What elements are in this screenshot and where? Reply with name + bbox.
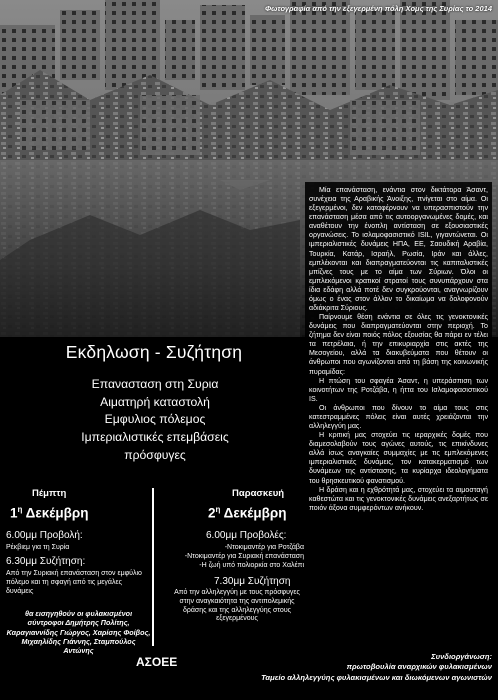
left-item-2: Από την Συριακή επανάσταση στον εμφύλιο πόλεμο και τη σφαγή από τις μεγάλες δυνάμεις [6, 570, 142, 595]
left-item-1: Ρέκβιεμ για τη Συρία [6, 544, 70, 551]
topic-item: Εμφυλιος πόλεμος [104, 412, 206, 427]
left-date-sup: η [17, 505, 23, 514]
coorganizer-2: Ταμείο αλληλεγγύης φυλακισμένων και διωκόμενων αγωνιστών [261, 672, 492, 682]
coorganizers [261, 652, 492, 683]
coorganizers-label: Συνδιοργάνωση: [431, 652, 492, 661]
topic-item: Ιμπεριαλιστικές επεμβάσεις [81, 430, 229, 445]
right-date [208, 505, 286, 521]
left-time-2: 6.30μμ Συζήτηση: [6, 556, 86, 567]
article-paragraph: Η δράση και η εχθρότητά μας, στοχεύει τα αιμοσταγή καθεστώτα και τις γενοκτονικές δυνάμεις ανεξαρτήτως σε ποιόν άξονα συμφερόντων ανήκουν. [309, 485, 488, 512]
right-date-num: 2 [208, 505, 216, 521]
screening-item: -Ντοκιμαντέρ για Συριακή επανάσταση [184, 552, 304, 560]
coorganizer-1: πρωτοβουλία αναρχικών φυλακισμένων [346, 662, 492, 672]
article-paragraph: Παίρνουμε θέση ενάντια σε όλες τις γενοκτονικές δυνάμεις που διαπραγματεύονται στην περιοχή. Το ζήτημα δεν είναι ποιός πόλος εξουσίας θα πάρει εν τέλει τα πετρέλαια, ή την επικυριαρχία στις ακτές της Μεσογείου, αλλά τα διακυβεύματα που θέτουν οι άνθρωποι που αγωνίζονται από τη βάση της κοινωνικής πυραμίδας: [309, 313, 488, 376]
left-date-num: 1 [10, 505, 18, 521]
left-weekday: Πέμπτη [32, 488, 67, 499]
screening-item: -Ντοκιμαντέρ για Ροτζάβα [224, 544, 304, 551]
speakers-note: θα εισηγηθούν οι φυλακισμένοι σύντροφοι Δημήτρης Πολίτης, Καραγιαννίδης Γιώργος, Χαρίσης Φοίβος, Μιχαηλίδης Γιάννης, Σταμπούλος Αντώνης [6, 609, 151, 656]
right-items-1 [174, 544, 304, 570]
article-paragraph: Η κριτική μας στοχεύει τις ιεραρχικές δομές που διαμεσολαβούν τους αγώνες αυτούς, τις επικίνδυνες αλλά ίσως αναγκαίες συμμαχίες με τις εμπλεκόμενες ιμπεριαλιστικές δυνάμεις, τον κατακερματισμό των δυνάμεων της αντίστασης, τα κυρίαρχα ιδεολογήματα του θρησκευτικού φανατισμού. [309, 431, 488, 485]
left-date [10, 505, 88, 521]
left-date-month: Δεκέμβρη [22, 505, 89, 521]
vertical-divider [152, 488, 154, 646]
right-time-2: 7.30μμ Συζήτηση [214, 576, 291, 587]
left-time-1: 6.00μμ Προβολή: [6, 530, 83, 541]
right-time-1: 6.00μμ Προβολές: [206, 530, 287, 541]
venue-name: ΑΣΟΕΕ [136, 655, 178, 669]
topic-item: Αιματηρή καταστολή [100, 394, 210, 409]
screening-item: -Η ζωή υπό πολιορκία στο Χαλέπι [199, 561, 304, 569]
event-topics [30, 376, 280, 464]
article-paragraph: Οι άνθρωποι που δίνουν το αίμα τους στις κατεστραμμένες πόλεις είναι αυτές χρειάζονται την αλληλεγγύη μας. [309, 403, 488, 431]
article-paragraph: Μία επανάσταση, ενάντια στον δικτάτορα Άσαντ, συνέχεια της Αραβικής Άνοιξης, πνίγεται στο αίμα. Οι εξεγερμένοι, δεν καταφέρνουν να υπερασπιστούν την επανάσταση μέσα από τις αυτοοργανωμένες δομές, και αναθέτουν την ένοπλη αντίσταση σε εξουσιαστικές οργανώσεις. Το ισλαμοφασιστικό ISIL, γιγαντώνεται. Οι ιμπεριαλιστικές δυνάμεις ΗΠΑ, ΕΕ, Σαουδική Αραβία, Τουρκία, Κατάρ, Ισραήλ, Ρωσία, Ιράν και άλλες, εμπλέκονται και διαπραγματεύονται τις καπιταλιστικές μπίζνες τους με το αίμα των Σύριων. Όλοι οι εμπλεκόμενοι κρατικοί στρατοί τους συνυπάρχουν στα ίδια εδάφη αλλά ποτέ δεν συγκρούονται, αναγνωρίζουν όμως ο ένας στον άλλον το δικαίωμα να δολοφονούν αδιάκριτα Σύριους. [309, 186, 488, 313]
right-item-2: Από την αλληλεγγύη με τους πρόσφυγες στην αναγκαιότητα της αντιπολεμικής δράσης και της αλληλεγγύης στους εξεγερμένους [174, 589, 300, 623]
article-text [305, 182, 492, 517]
right-weekday: Παρασκευή [232, 488, 285, 499]
photo-caption: Φωτογραφία από την εξεγερμένη πόλη Χομς της Συρίας το 2014 [264, 4, 492, 13]
right-date-month: Δεκέμβρη [220, 505, 287, 521]
article-paragraph: Η πτώση του σφαγέα Άσαντ, η υπεράσπιση των κοινοτήτων της Ροτζάβα, η ήττα του Ισλαμοφασιστικού IS. [309, 376, 488, 403]
right-date-sup: η [215, 505, 221, 514]
event-title: Εκδηλωση - Συζήτηση [65, 342, 243, 362]
topic-item: Επανασταση στη Συρια [91, 377, 219, 391]
topic-item: πρόσφυγες [124, 447, 186, 462]
